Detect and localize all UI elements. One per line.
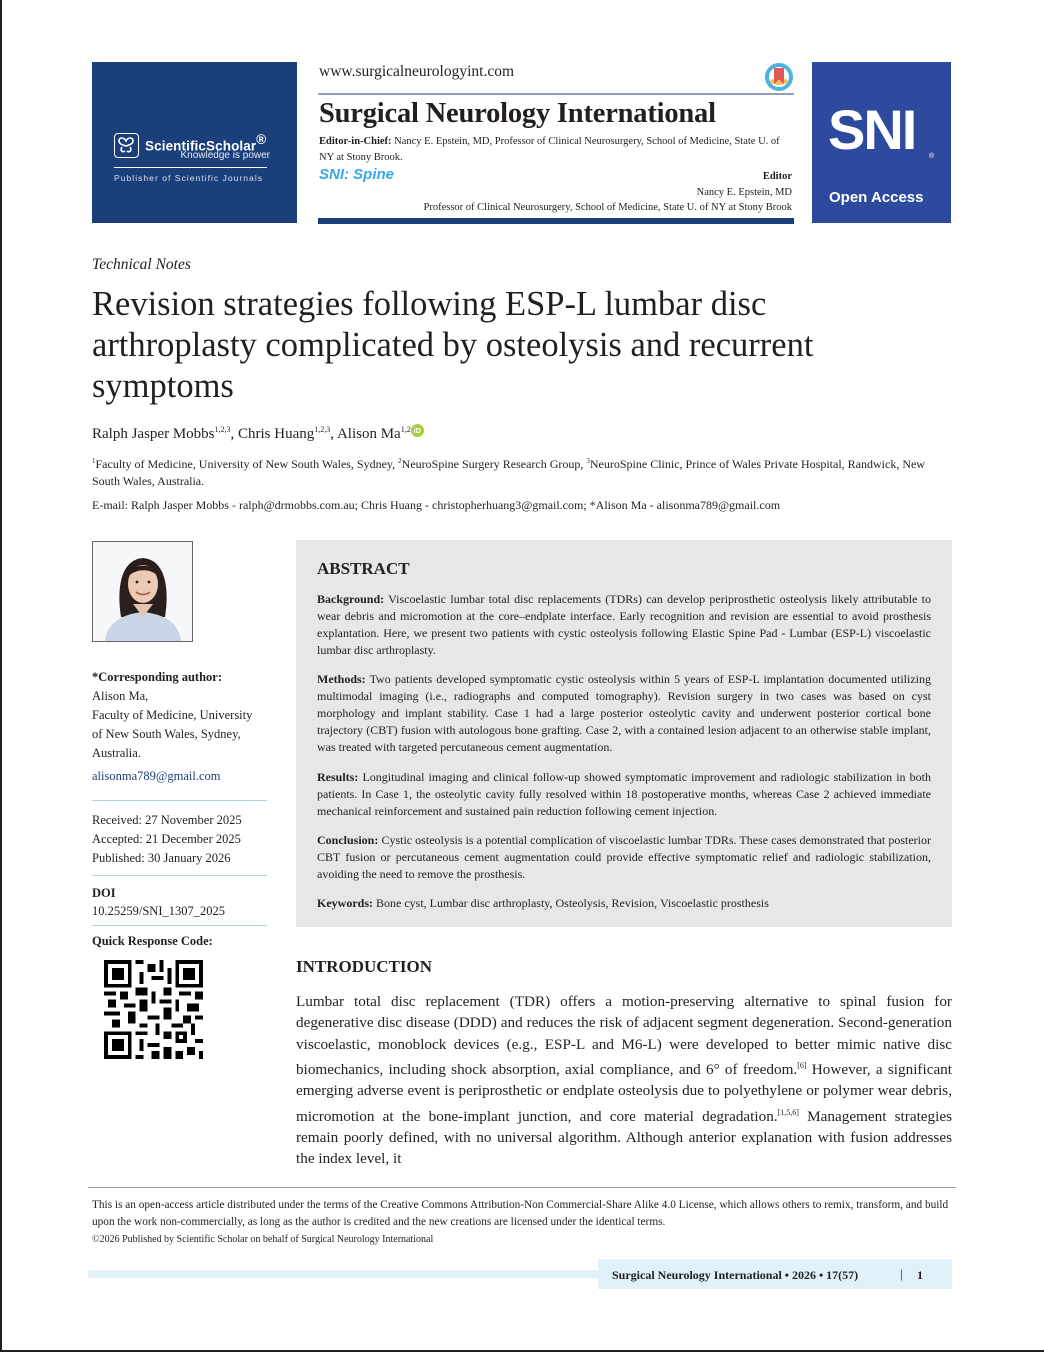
footer-bar bbox=[88, 1270, 598, 1278]
introduction-heading: INTRODUCTION bbox=[296, 957, 433, 976]
intro-text: However, a significant emerging adverse event is periprosthetic or endplate osteolysis due to polyethylene or polymer wear debris, micromotion at the bone-implant junction, and core material degradation. bbox=[296, 1060, 952, 1125]
citation-link[interactable]: [1,5,6] bbox=[777, 1107, 799, 1117]
page-number: 1 bbox=[917, 1268, 923, 1282]
author-list bbox=[92, 424, 424, 443]
author-separator: , bbox=[330, 426, 337, 442]
abstract-background bbox=[317, 591, 931, 659]
registered-mark: ® bbox=[256, 132, 267, 147]
article-dates bbox=[92, 811, 242, 868]
section-label: Background: bbox=[317, 592, 385, 606]
abstract-box bbox=[296, 540, 952, 927]
author-name[interactable]: Alison Ma bbox=[336, 426, 401, 442]
author-name[interactable]: Ralph Jasper Mobbs bbox=[92, 426, 215, 442]
received-date: Received: 27 November 2025 bbox=[92, 813, 242, 827]
journal-header bbox=[318, 62, 794, 224]
abstract-heading: ABSTRACT bbox=[317, 559, 410, 578]
window-border-left bbox=[0, 0, 2, 1352]
citation-link[interactable]: [6] bbox=[797, 1060, 807, 1070]
footer-separator: | bbox=[900, 1266, 903, 1281]
abstract-results bbox=[317, 769, 931, 820]
author-emails: E-mail: Ralph Jasper Mobbs - ralph@drmobbs.com.au; Chris Huang - christopherhuang3@gmail.com; *Alison Ma - alisonma789@gmail.com bbox=[92, 498, 781, 512]
editor-in-chief bbox=[319, 134, 789, 166]
license-statement: This is an open-access article distributed under the terms of the Creative Commons Attribution-Non Commercial-Share Alike 4.0 License, which allows others to remix, transform, and build upon the work non-commercially, as long as the author is credited and the new creations are licensed under the identical terms. bbox=[92, 1199, 949, 1228]
affiliation-number: 2 bbox=[398, 457, 402, 465]
editor-in-chief-label: Editor-in-Chief: bbox=[319, 136, 392, 147]
section-label: Methods: bbox=[317, 672, 366, 686]
qr-code[interactable] bbox=[104, 960, 203, 1059]
author-affiliation-ref: 1,2 bbox=[400, 425, 411, 434]
article-title: Revision strategies following ESP-L lumbar disc arthroplasty complicated by osteolysis and recurrent symptoms bbox=[92, 285, 814, 405]
editor-affiliation: Professor of Clinical Neurosurgery, School of Medicine, State U. of NY at Stony Brook bbox=[423, 202, 792, 213]
sidebar-divider bbox=[92, 875, 267, 876]
open-access-label: Open Access bbox=[829, 189, 924, 206]
editor-name: Nancy E. Epstein, MD bbox=[696, 186, 792, 198]
affiliation-text: NeuroSpine Clinic, Prince of Wales Private Hospital, Randwick, New South Wales, Australia. bbox=[92, 457, 925, 488]
corresponding-author-line: Faculty of Medicine, University bbox=[92, 708, 253, 722]
heart-logo-icon bbox=[114, 133, 139, 158]
author-name[interactable]: Chris Huang bbox=[238, 426, 315, 442]
corresponding-author bbox=[92, 668, 272, 763]
section-text: Bone cyst, Lumbar disc arthroplasty, Osteolysis, Revision, Viscoelastic prosthesis bbox=[373, 896, 769, 910]
bookmark-icon[interactable] bbox=[764, 62, 794, 92]
publisher-divider bbox=[114, 167, 267, 168]
qr-code-label: Quick Response Code: bbox=[92, 934, 213, 948]
corresponding-author-line: Australia. bbox=[92, 746, 141, 760]
corresponding-author-label: *Corresponding author: bbox=[92, 670, 222, 684]
author-separator: , bbox=[230, 426, 238, 442]
abstract-keywords bbox=[317, 895, 931, 912]
journal-section: SNI: Spine bbox=[319, 166, 395, 183]
abstract-methods bbox=[317, 671, 931, 756]
header-divider bbox=[318, 93, 794, 95]
published-date: Published: 30 January 2026 bbox=[92, 851, 231, 865]
section-text: Cystic osteolysis is a potential complication of viscoelastic lumbar TDRs. These cases demonstrated that posterior CBT fusion or percutaneous cement augmentation could provide effective symptomatic relief and radiologic stabilization, avoiding the need to remove the prosthesis. bbox=[317, 833, 931, 881]
sidebar-divider bbox=[92, 925, 267, 926]
abstract-conclusion bbox=[317, 832, 931, 883]
publisher-subtitle: Publisher of Scientific Journals bbox=[114, 173, 264, 183]
affiliation-number: 3 bbox=[586, 457, 590, 465]
intro-text: Management strategies remain poorly defined, with no universal algorithm. Although anterior explanation with fusion addresses the index level, it bbox=[296, 1107, 952, 1168]
sni-open-access-badge[interactable] bbox=[812, 62, 951, 223]
author-photo bbox=[92, 541, 193, 642]
publisher-name: ScientificScholar bbox=[145, 138, 257, 154]
affiliation-number: 1 bbox=[92, 457, 96, 465]
author-affiliation-ref: 1,2,3 bbox=[314, 425, 331, 434]
doi-link[interactable]: 10.25259/SNI_1307_2025 bbox=[92, 904, 225, 918]
sni-logo: SNI bbox=[828, 98, 916, 161]
footer-divider bbox=[88, 1187, 956, 1188]
sidebar-divider bbox=[92, 800, 267, 801]
section-label: Results: bbox=[317, 770, 359, 784]
introduction-body bbox=[296, 991, 952, 1170]
journal-title: Surgical Neurology International bbox=[319, 98, 716, 129]
journal-url-link[interactable]: www.surgicalneurologyint.com bbox=[319, 63, 515, 80]
affiliation-text: NeuroSpine Surgery Research Group, bbox=[401, 457, 587, 471]
corresponding-author-line: Alison Ma, bbox=[92, 689, 149, 703]
editor-label: Editor bbox=[762, 171, 792, 182]
orcid-icon[interactable]: iD bbox=[411, 424, 424, 437]
affiliations bbox=[92, 453, 952, 490]
section-label: Keywords: bbox=[317, 896, 373, 910]
publisher-logo-block[interactable] bbox=[92, 62, 297, 223]
author-affiliation-ref: 1,2,3 bbox=[214, 425, 231, 434]
doi-label: DOI bbox=[92, 886, 116, 900]
copyright-statement: ©2026 Published by Scientific Scholar on behalf of Surgical Neurology International bbox=[92, 1234, 434, 1245]
affiliation-text: Faculty of Medicine, University of New South Wales, Sydney, bbox=[95, 457, 399, 471]
corresponding-email-link[interactable]: alisonma789@gmail.com bbox=[92, 769, 221, 783]
editor-in-chief-text: Nancy E. Epstein, MD, Professor of Clinical Neurosurgery, School of Medicine, State U. of NY at Stony Brook. bbox=[319, 136, 780, 163]
accepted-date: Accepted: 21 December 2025 bbox=[92, 832, 241, 846]
section-text: Viscoelastic lumbar total disc replacements (TDRs) can develop periprosthetic osteolysis likely attributable to wear debris and micromotion at the core–endplate interface. Early recognition and revision are essential to avoid prosthesis explantation. Here, we present two patients with cystic osteolysis following Elastic Spine Pad - Lumbar (ESP-L) viscoelastic lumbar disc arthroplasty. bbox=[317, 592, 931, 657]
section-text: Longitudinal imaging and clinical follow-up showed symptomatic improvement and radiologic stabilization in both patients. In Case 1, the osteolytic cavity fully resolved within 18 postoperative months, whereas Case 2 achieved immediate mechanical reinforcement and sustained pain reduction following cement injection. bbox=[317, 770, 931, 818]
sni-registered-mark: ® bbox=[929, 153, 935, 160]
section-text: Two patients developed symptomatic cystic osteolysis within 5 years of ESP-L implantation documented utilizing multimodal imaging (i.e., radiographs and computed tomography). Revision surgery in two cases was based on cyst morphology and implant stability. Case 1 had a large posterior osteolytic cavity and underwent posterior cortical bone trajectory (CBT) fusion with autologous bone grafting. Case 2, with a contained lesion adjacent to an otherwise stable implant, was treated with targeted percutaneous cement augmentation. bbox=[317, 672, 931, 754]
section-label: Conclusion: bbox=[317, 833, 379, 847]
corresponding-author-line: of New South Wales, Sydney, bbox=[92, 727, 241, 741]
article-type: Technical Notes bbox=[92, 256, 191, 273]
header-bottom-bar bbox=[318, 218, 794, 224]
intro-text: Lumbar total disc replacement (TDR) offers a motion-preserving alternative to spinal fusion for degenerative disc disease (DDD) and reduces the risk of adjacent segment degeneration. Second-generation viscoelastic, monoblock devices (e.g., ESP-L and M6-L) were developed to better mimic native disc biomechanics, including shock absorption, axial compliance, and 6° of freedom. bbox=[296, 993, 952, 1078]
footer-journal-citation: Surgical Neurology International • 2026 • 17(57) bbox=[612, 1268, 859, 1282]
section-editor bbox=[423, 169, 792, 216]
publisher-tagline: Knowledge is power bbox=[180, 150, 270, 161]
